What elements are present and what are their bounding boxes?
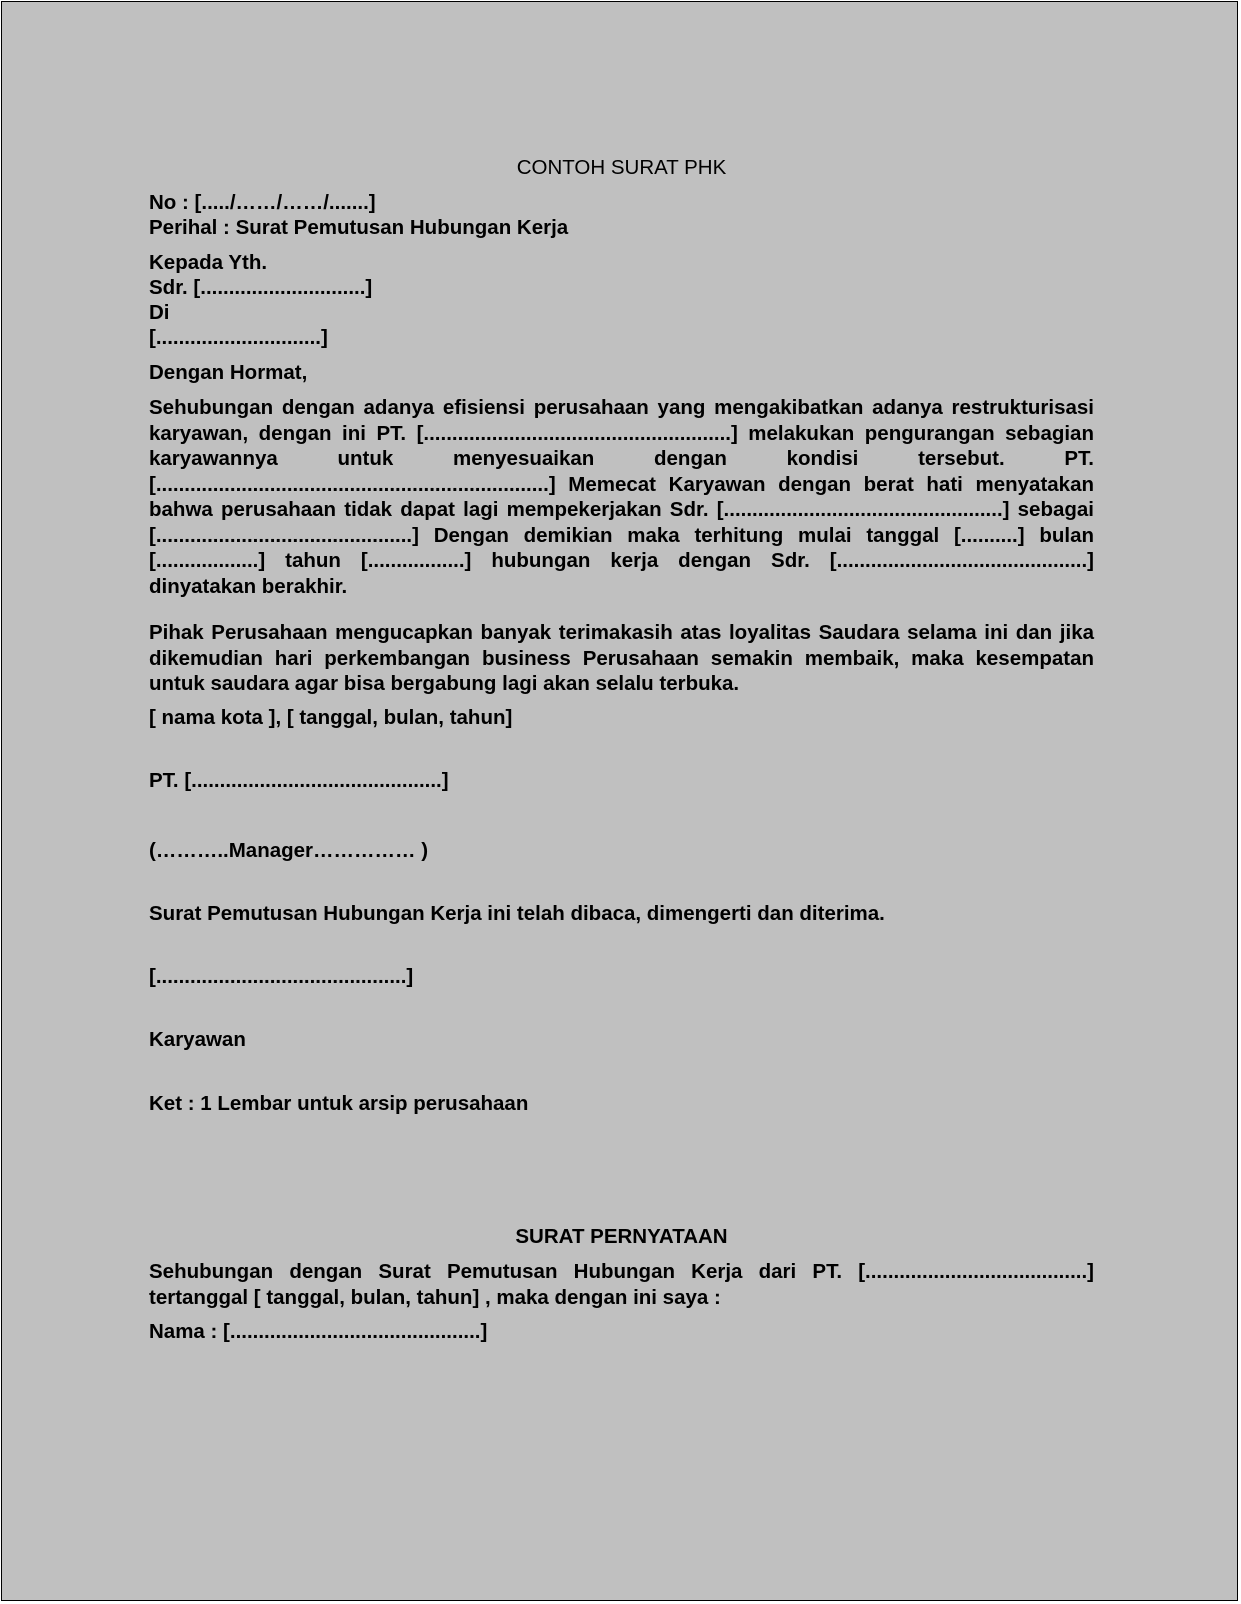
body-paragraph-1: Sehubungan dengan adanya efisiensi perusahaan yang mengakibatkan adanya restrukturisasi karyawan, dengan ini PT. [......................................................] melakukan pengurangan sebagian karyawannya untuk menyesuaikan dengan kondisi tersebut. PT. [.....................................................................] Memecat Karyawan dengan berat hati menyatakan bahwa perusahaan tidak dapat lagi mempekerjakan Sdr. [.................................................] sebagai [.............................................] Dengan demikian maka terhitung mulai tanggal [..........] bulan [..................] tahun [.................] hubungan kerja dengan Sdr. [............................................] dinyatakan berakhir. (149, 396, 1094, 598)
document-title: CONTOH SURAT PHK (516, 156, 727, 179)
employee-name-blank: [............................................] (149, 965, 414, 988)
recipient-greeting: Kepada Yth. (149, 251, 268, 274)
salutation: Dengan Hormat, (149, 361, 308, 384)
letter-number: No : [...../……/……/.......] (149, 191, 376, 214)
statement-title: SURAT PERNYATAAN (515, 1225, 728, 1248)
acceptance-statement: Surat Pemutusan Hubungan Kerja ini telah dibaca, dimengerti dan diterima. (149, 902, 885, 925)
manager-signature: (………..Manager…………… ) (149, 839, 429, 862)
body-paragraph-2: Pihak Perusahaan mengucapkan banyak terimakasih atas loyalitas Saudara selama ini dan jika dikemudian hari perkembangan business Perusahaan semakin membaik, maka kesempatan untuk saudara agar bisa bergabung lagi akan selalu terbuka. (149, 621, 1094, 695)
recipient-name: Sdr. [.............................] (149, 276, 373, 299)
archive-note: Ket : 1 Lembar untuk arsip perusahaan (149, 1092, 529, 1115)
letter-subject: Perihal : Surat Pemutusan Hubungan Kerja (149, 216, 569, 239)
statement-name-field: Nama : [............................................] (149, 1320, 488, 1343)
recipient-di: Di (149, 301, 170, 324)
recipient-address: [.............................] (149, 326, 328, 349)
statement-paragraph: Sehubungan dengan Surat Pemutusan Hubungan Kerja dari PT. [.......................................] tertanggal [ tanggal, bulan, tahun] , maka dengan ini saya : (149, 1260, 1094, 1309)
employee-label: Karyawan (149, 1028, 246, 1051)
place-date: [ nama kota ], [ tanggal, bulan, tahun] (149, 706, 513, 729)
company-signature: PT. [............................................] (149, 769, 449, 792)
document-page (1, 1, 1238, 1601)
